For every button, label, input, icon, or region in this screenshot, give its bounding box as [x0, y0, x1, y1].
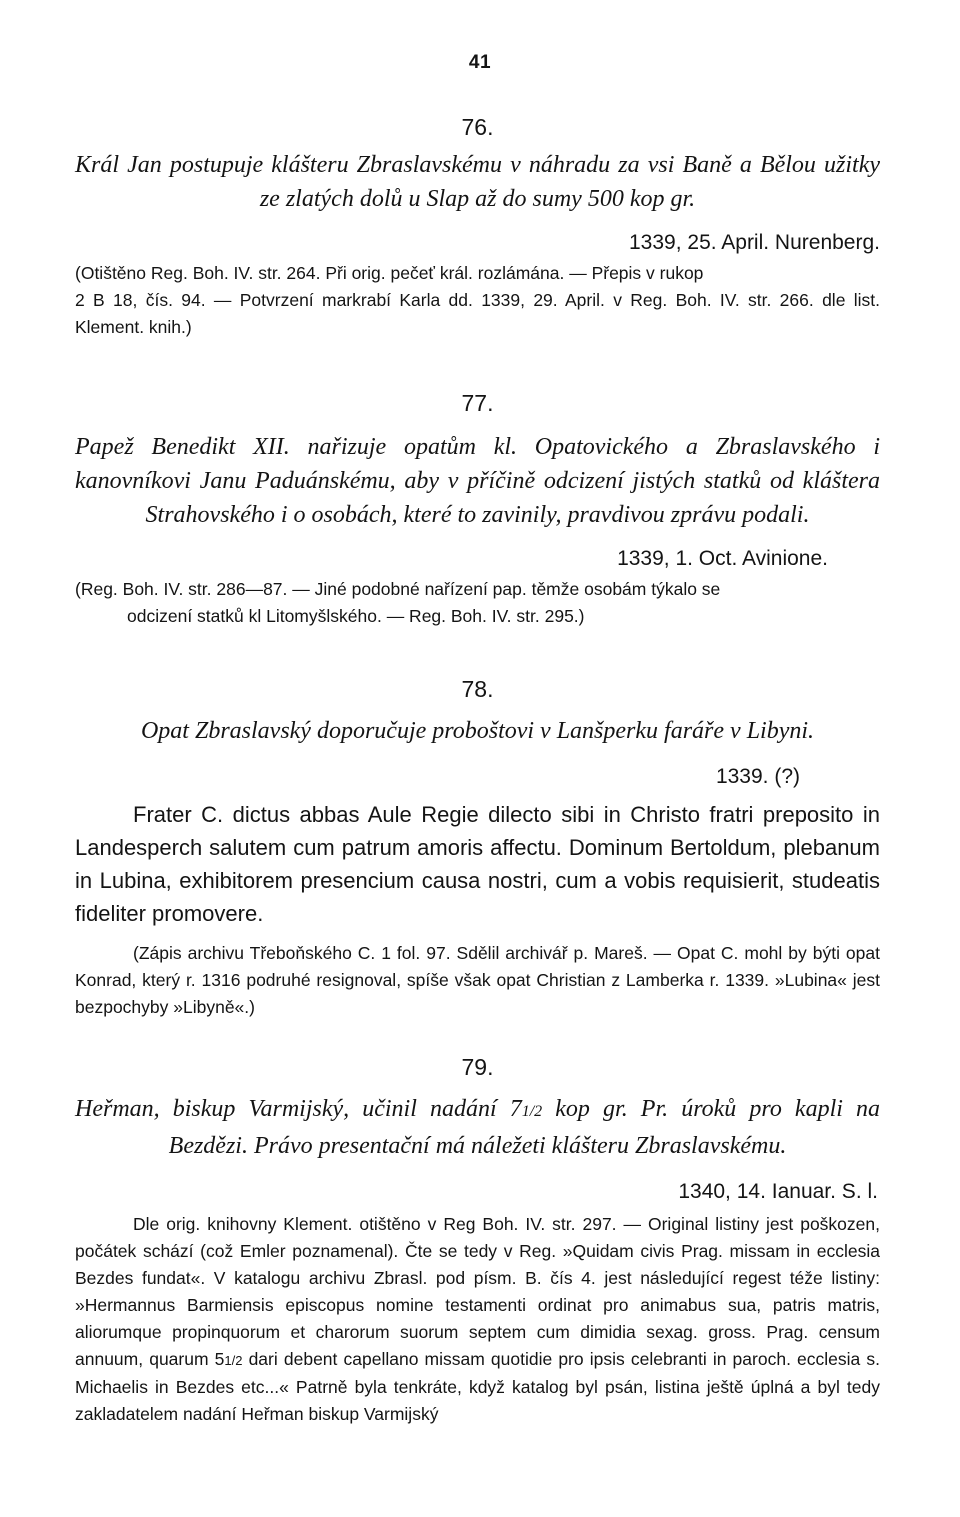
entry-note	[75, 260, 880, 341]
entry-77	[75, 388, 880, 630]
note-continuation: 2 B 18, čís. 94. — Potvrzení markrabí Karla dd. 1339, 29. April. v Reg. Boh. IV. str. 266. dle list. Klement. knih.)	[75, 290, 880, 337]
note-first-line: (Otištěno Reg. Boh. IV. str. 264. Při orig. pečeť král. rozlámána. — Přepis v rukop	[75, 263, 704, 283]
entry-heading	[75, 1092, 880, 1163]
entry-dateline: 1339. (?)	[715, 765, 800, 788]
heading-text-end: kop gr. Pr. úroků pro kapli na Bezdězi. Právo presentační má náležeti klášteru Zbraslavskému.	[168, 1096, 880, 1159]
entry-heading: Papež Benedikt XII. nařizuje opatům kl. Opatovického a Zbraslavského i kanovníkovi Janu Paduánskému, aby v příčině odcizení jistých statků od kláštera Strahovského i o osobách, které to zavinily, pravdivou zprávu podali.	[75, 434, 880, 528]
entry-number: 79.	[461, 1054, 494, 1080]
latin-text: Frater C. dictus abbas Aule Regie dilecto sibi in Christo fratri preposito in Landesperch salutem cum patrum amoris affectu. Dominum Bertoldum, plebanum in Lubina, exhibitorem presencium causa nostri, cum a vobis requisierit, studeatis fideliter promovere.	[75, 802, 880, 926]
note-fraction: 1/2	[224, 1353, 243, 1368]
page-number: 41	[468, 52, 492, 73]
heading-text-start: Heřman, biskup Varmijský, učinil nadání 7	[75, 1096, 522, 1122]
note-text-end: dari debent capellano missam quotidie pro ipsis celebranti in paroch. ecclesia s. Michaelis in Bezdes etc...« Patrně byla tenkráte, když katalog byl psán, listina ještě úplná a byl tedy zakladatelem nadání Heřman biskup Varmijský	[75, 1349, 880, 1424]
note-continuation: odcizení statků kl Litomyšlského. — Reg. Boh. IV. str. 295.)	[127, 606, 585, 626]
entry-heading: Opat Zbraslavský doporučuje proboštovi v Lanšperku faráře v Libyni.	[140, 718, 815, 744]
entry-note	[75, 576, 880, 630]
entry-number: 76.	[461, 114, 494, 140]
entry-note	[75, 1211, 880, 1428]
entry-number: 77.	[461, 390, 494, 416]
entry-note: (Zápis archivu Třeboňského C. 1 fol. 97. Sdělil archivář p. Mareš. — Opat C. mohl by býti opat Konrad, který r. 1316 podruhé resignoval, spíše však opat Christian z Lamberka r. 1339. »Lubina« jest bezpochyby »Libyně«.)	[75, 943, 880, 1017]
entry-dateline: 1339, 25. April. Nurenberg.	[629, 231, 880, 254]
entry-78	[75, 674, 880, 1021]
heading-fraction: 1/2	[521, 1103, 543, 1120]
entry-number: 78.	[461, 676, 494, 702]
entry-76	[75, 112, 880, 341]
entry-79	[75, 1052, 880, 1428]
note-text-start: Dle orig. knihovny Klement. otištěno v Reg Boh. IV. str. 297. — Original listiny jest poškozen, počátek schází (což Emler poznamenal). Čte se tedy v Reg. »Quidam civis Prag. missam in ecclesia Bezdes fundat«. V katalogu archivu Zbrasl. pod písm. B. čís 4. jest následující regest téže listiny: »Hermannus Barmiensis episcopus nomine testamenti ordinat pro animabus sua, patris matris, aliorumque propinquorum et charorum suorum septem cum dimidia sexag. gross. Prag. censum annuum, quarum 5	[75, 1214, 880, 1369]
entry-dateline: 1339, 1. Oct. Avinione.	[617, 547, 828, 570]
note-first-line: (Reg. Boh. IV. str. 286—87. — Jiné podobné nařízení pap. těmže osobám týkalo se	[75, 579, 721, 599]
entry-dateline: 1340, 14. Ianuar. S. l.	[678, 1180, 878, 1203]
entry-heading: Král Jan postupuje klášteru Zbraslavskému v náhradu za vsi Baně a Bělou užitky ze zlatých dolů u Slap až do sumy 500 kop gr.	[75, 152, 880, 212]
